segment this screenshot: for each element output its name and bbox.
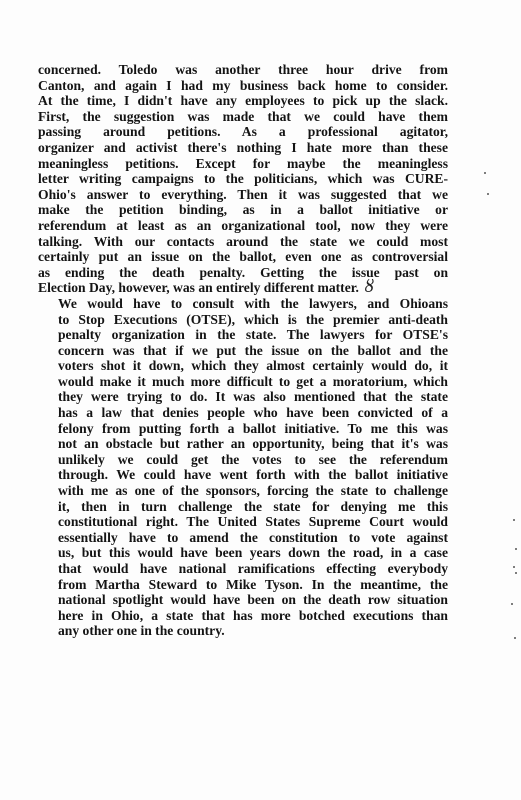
body-text bbox=[38, 62, 448, 639]
scan-speck bbox=[513, 566, 515, 568]
text-line: they were trying to do. It was also mentioned that the state bbox=[58, 389, 448, 405]
text-line: At the time, I didn't have any employees to pick up the slack. bbox=[38, 93, 448, 109]
text-line: constitutional right. The United States Supreme Court would bbox=[58, 514, 448, 530]
text-line: us, but this would have been years down the road, in a case bbox=[58, 545, 448, 561]
text-line: as ending the death penalty. Getting the issue past on bbox=[38, 264, 448, 280]
text-line: that would have national ramifications effecting everybody bbox=[58, 561, 448, 576]
text-line: it, then in turn challenge the state for denying me this bbox=[58, 498, 448, 514]
scan-speck bbox=[515, 548, 517, 550]
text-line: Ohio's answer to everything. Then it was suggested that we bbox=[38, 186, 448, 202]
text-line: penalty organization in the state. The lawyers for OTSE's bbox=[58, 327, 448, 343]
text-line: First, the suggestion was made that we could have them bbox=[38, 108, 448, 124]
text-line: voters shot it down, which they almost certainly would do, it bbox=[58, 358, 448, 374]
text-line: Canton, and again I had my business back home to consider. bbox=[38, 77, 448, 93]
text-line: organizer and activist there's nothing I hate more than these bbox=[38, 139, 448, 155]
text-line: not an obstacle but rather an opportunity, being that it's was bbox=[58, 436, 448, 452]
text-line-content: Election Day, however, was an entirely different matter. bbox=[38, 280, 359, 296]
text-line-last bbox=[38, 277, 448, 298]
text-line: from Martha Steward to Mike Tyson. In the meantime, the bbox=[58, 576, 448, 592]
scan-speck bbox=[484, 172, 486, 174]
text-line: felony from putting forth a ballot initiative. To me this was bbox=[58, 420, 448, 436]
paragraph-2 bbox=[38, 296, 448, 639]
scan-speck bbox=[514, 637, 516, 639]
text-line: with me as one of the sponsors, forcing the state to challenge bbox=[58, 483, 448, 499]
scan-speck bbox=[513, 519, 515, 521]
text-line: We would have to consult with the lawyers, and Ohioans bbox=[58, 295, 448, 311]
text-line: would make it much more difficult to get a moratorium, which bbox=[58, 373, 448, 389]
scan-speck bbox=[487, 193, 489, 195]
handwritten-mark-icon: ȣ bbox=[364, 277, 375, 298]
text-line: has a law that denies people who have been convicted of a bbox=[58, 405, 448, 421]
text-line: letter writing campaigns to the politicians, which was CURE- bbox=[38, 171, 448, 187]
text-line: concern was that if we put the issue on the ballot and the bbox=[58, 342, 448, 358]
text-line: talking. With our contacts around the state we could most bbox=[38, 233, 448, 249]
text-line: through. We could have went forth with the ballot initiative bbox=[58, 467, 448, 483]
paragraph-1 bbox=[38, 62, 448, 296]
scan-speck bbox=[511, 603, 513, 605]
text-line-last: any other one in the country. bbox=[58, 623, 225, 639]
text-line: here in Ohio, a state that has more botched executions than bbox=[58, 607, 448, 623]
scan-speck bbox=[515, 572, 517, 574]
text-line: passing around petitions. As a professional agitator, bbox=[38, 124, 448, 140]
text-line: to Stop Executions (OTSE), which is the premier anti-death bbox=[58, 311, 448, 327]
text-line: referendum at least as an organizational tool, now they were bbox=[38, 217, 448, 233]
text-line: concerned. Toledo was another three hour drive from bbox=[38, 62, 448, 77]
text-line: make the petition binding, as in a ballot initiative or bbox=[38, 202, 448, 218]
text-line: essentially have to amend the constitution to vote against bbox=[58, 529, 448, 545]
text-line: certainly put an issue on the ballot, even one as controversial bbox=[38, 249, 448, 265]
text-line: national spotlight would have been on the death row situation bbox=[58, 592, 448, 608]
text-line: meaningless petitions. Except for maybe the meaningless bbox=[38, 155, 448, 171]
text-line: unlikely we could get the votes to see the referendum bbox=[58, 451, 448, 467]
